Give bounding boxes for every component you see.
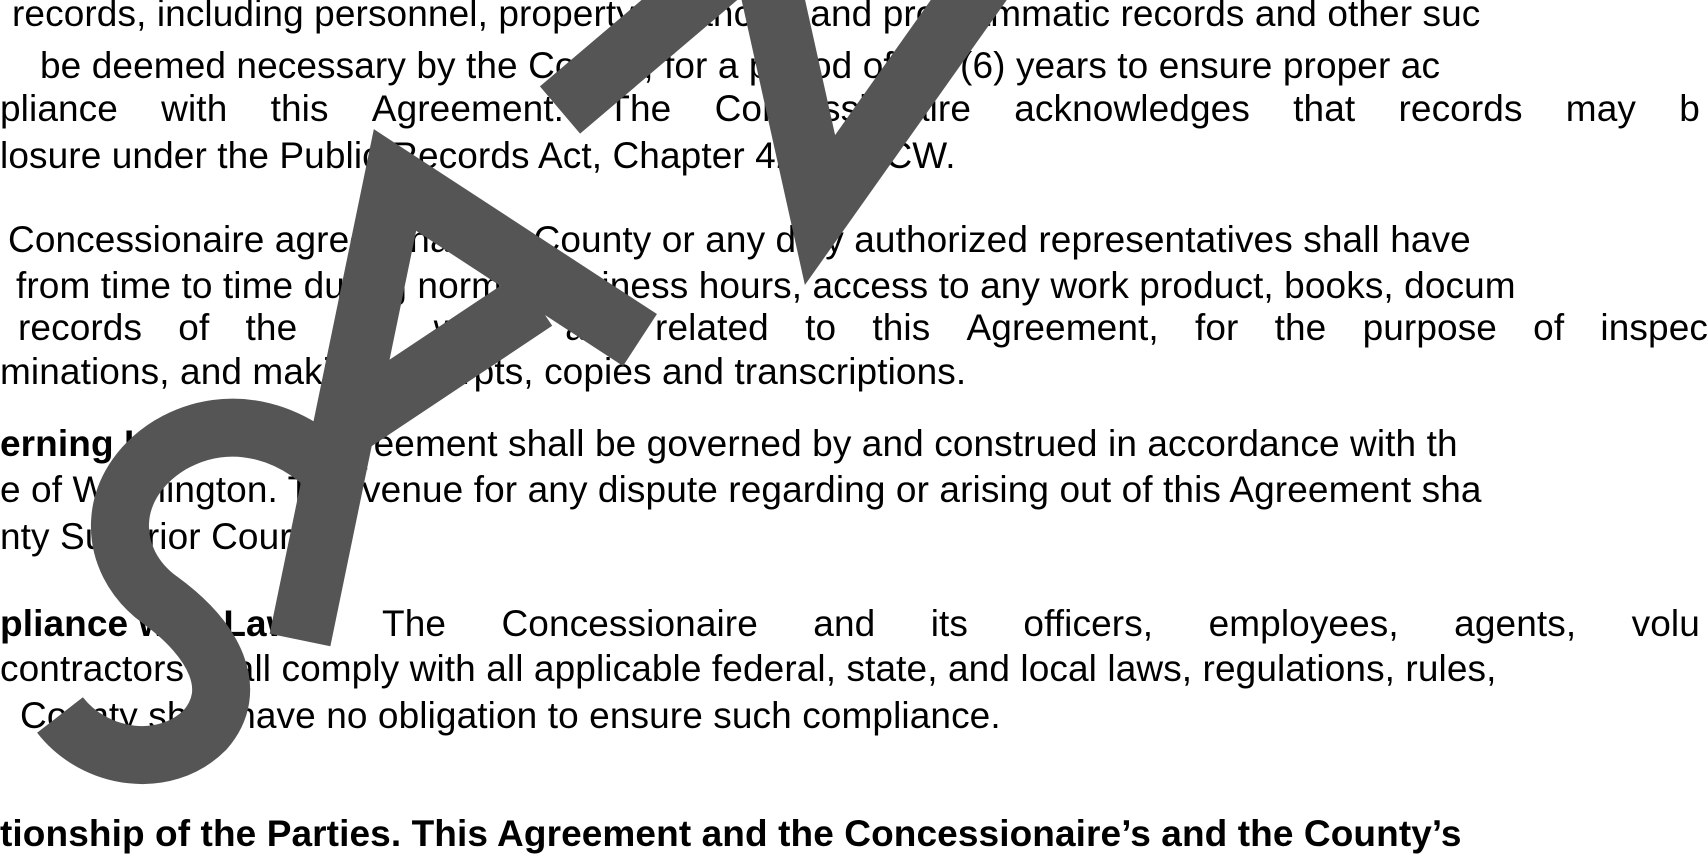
records-line-4: losure under the Public Records Act, Chapter 42.56 RCW. [0, 135, 956, 176]
access-line-3-word: are [565, 307, 619, 348]
records-line-3-word: acknowledges [1014, 88, 1250, 129]
access-line-3-word: of [1533, 307, 1565, 348]
compliance-line-1 [0, 602, 1700, 646]
compliance-line-2: contractors shall comply with all applicable federal, state, and local laws, regulations, rules, [0, 648, 1497, 689]
compliance-line-1-word: employees, [1208, 603, 1399, 644]
governing-heading: erning Laws. [0, 423, 228, 464]
records-line-3-word: The [607, 88, 672, 129]
access-line-3 [18, 306, 1708, 350]
records-line-3-word: pliance [0, 88, 118, 129]
records-line-3-word: Agreement. [371, 88, 565, 129]
access-line-4: minations, and making excerpts, copies and transcriptions. [0, 351, 967, 392]
records-line-3-word: with [161, 88, 228, 129]
access-line-3-word: the [1274, 307, 1327, 348]
access-line-3-word: of [178, 307, 210, 348]
access-line-3-word: related [655, 307, 769, 348]
records-line-3-word: may [1565, 88, 1636, 129]
access-line-1: Concessionaire agrees that the County or any duly authorized representatives shall have [8, 219, 1471, 260]
access-line-3-word: records [18, 307, 143, 348]
compliance-line-3: County shall have no obligation to ensure such compliance. [20, 695, 1001, 736]
access-line-3-word: purpose [1362, 307, 1497, 348]
access-line-3-word: inspec [1600, 307, 1708, 348]
governing-line-1-text: This Agreement shall be governed by and construed in accordance with th [227, 423, 1458, 464]
compliance-heading: pliance with Laws [0, 603, 317, 644]
records-line-3-word: that [1293, 88, 1356, 129]
compliance-line-1-word: officers, [1023, 603, 1154, 644]
records-line-1: records, including personnel, property, financial, and programmatic records and other suc [12, 0, 1481, 34]
compliance-line-1-word: agents, [1454, 603, 1577, 644]
records-line-3-word: b [1679, 88, 1700, 129]
access-line-3-word: Agreement, [966, 307, 1159, 348]
compliance-line-1-word: and [813, 603, 876, 644]
relationship-line-1: tionship of the Parties. This Agreement and the Concessionaire’s and the County’s [0, 813, 1462, 854]
access-line-3-word: to [805, 307, 837, 348]
compliance-line-1-word: . [316, 603, 327, 644]
access-line-2: from time to time during normal business hours, access to any work product, books, docum [16, 265, 1516, 306]
records-line-3-word: this [270, 88, 329, 129]
records-line-3 [0, 87, 1700, 131]
access-line-3-word: the [245, 307, 298, 348]
governing-line-3: nty Superior Court. [0, 516, 313, 557]
access-line-3-word: City [333, 307, 398, 348]
compliance-line-1-word: volu [1631, 603, 1700, 644]
governing-line-2: e of Washington. The venue for any dispute regarding or arising out of this Agreement sha [0, 469, 1482, 510]
compliance-line-1-words [316, 602, 1700, 646]
compliance-line-1-word: Concessionaire [501, 603, 758, 644]
access-line-3-word: this [872, 307, 931, 348]
records-line-2: be deemed necessary by the County, for a period of six (6) years to ensure proper ac [40, 45, 1441, 86]
access-line-3-word: for [1194, 307, 1239, 348]
compliance-line-1-word: its [930, 603, 969, 644]
access-line-3-word: which [433, 307, 529, 348]
records-line-3-word: Concessionaire [714, 88, 972, 129]
governing-line-1 [0, 422, 1458, 466]
compliance-line-1-word: The [382, 603, 447, 644]
records-line-3-word: records [1398, 88, 1523, 129]
